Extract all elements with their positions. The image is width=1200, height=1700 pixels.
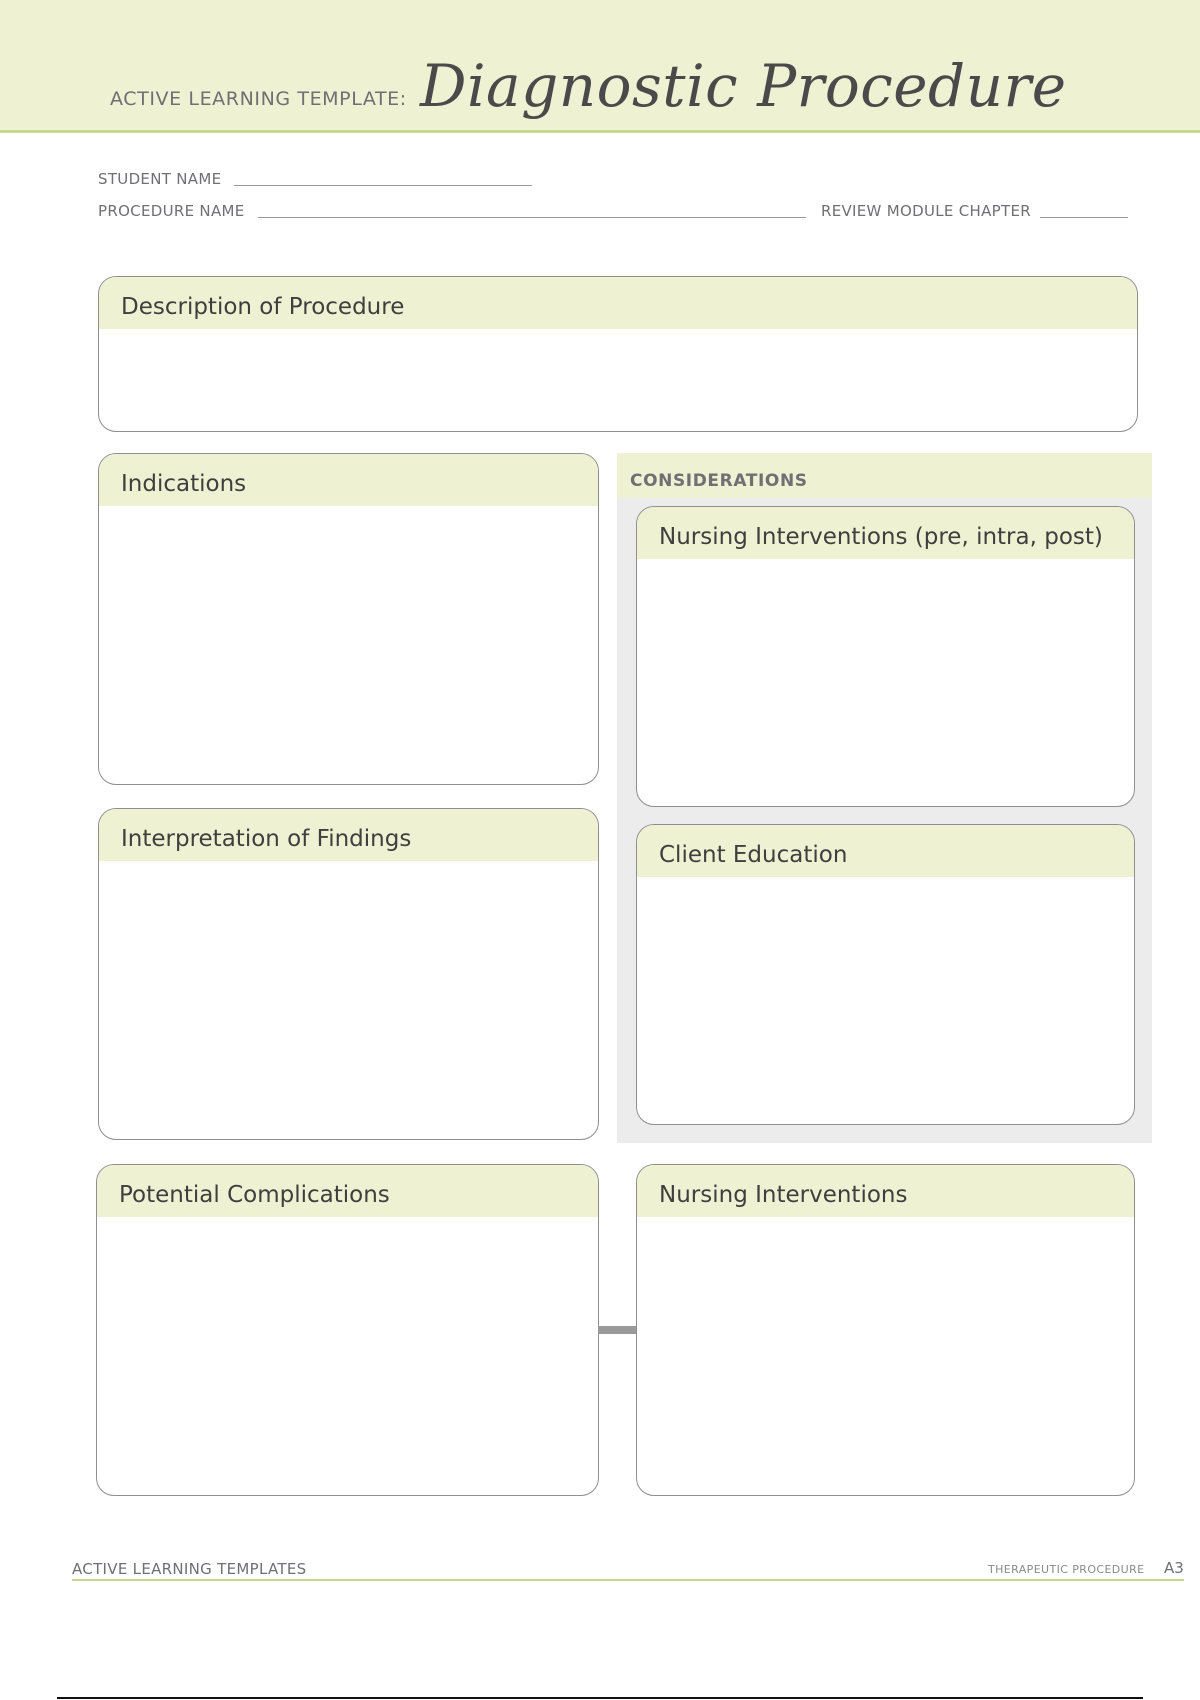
client-education-heading: Client Education xyxy=(637,825,1134,877)
bottom-rule xyxy=(57,1697,1143,1699)
review-module-chapter-field[interactable] xyxy=(1040,217,1128,218)
considerations-heading: CONSIDERATIONS xyxy=(630,471,808,491)
potential-complications-panel[interactable] xyxy=(96,1164,599,1496)
description-panel[interactable] xyxy=(98,276,1138,432)
nursing-interventions-panel[interactable] xyxy=(636,1164,1135,1496)
footer-rule xyxy=(72,1579,1184,1581)
student-name-field[interactable] xyxy=(234,185,532,186)
footer-page-number: A3 xyxy=(1164,1559,1184,1577)
page-title: Diagnostic Procedure xyxy=(420,52,1067,120)
student-name-label: STUDENT NAME xyxy=(98,170,222,188)
template-label: ACTIVE LEARNING TEMPLATE: xyxy=(110,88,407,110)
interpretation-panel[interactable] xyxy=(98,808,599,1140)
procedure-name-label: PROCEDURE NAME xyxy=(98,202,245,220)
footer-left-label: ACTIVE LEARNING TEMPLATES xyxy=(72,1560,307,1578)
nursing-interventions-pip-panel[interactable] xyxy=(636,506,1135,807)
potential-complications-heading: Potential Complications xyxy=(97,1165,598,1217)
interpretation-heading: Interpretation of Findings xyxy=(99,809,598,861)
client-education-panel[interactable] xyxy=(636,824,1135,1125)
review-module-chapter-label: REVIEW MODULE CHAPTER xyxy=(821,202,1031,220)
nursing-interventions-heading: Nursing Interventions xyxy=(637,1165,1134,1217)
connector-bar xyxy=(598,1326,636,1334)
description-heading: Description of Procedure xyxy=(99,277,1137,329)
indications-heading: Indications xyxy=(99,454,598,506)
procedure-name-field[interactable] xyxy=(258,217,806,218)
footer-right-label: THERAPEUTIC PROCEDURE xyxy=(988,1563,1145,1576)
indications-panel[interactable] xyxy=(98,453,599,785)
nursing-interventions-pip-heading: Nursing Interventions (pre, intra, post) xyxy=(637,507,1134,559)
